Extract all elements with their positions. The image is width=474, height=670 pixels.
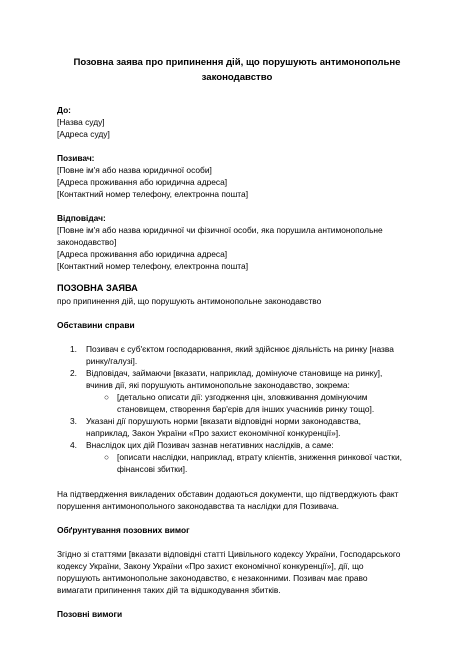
item-2-line-2: вчинив дії, які порушують антимонопольне законодавство, зокрема:	[86, 380, 350, 390]
plaintiff-contacts: [Контактний номер телефону, електронна пошта]	[57, 189, 249, 199]
justification-line-1: Згідно зі статтями [вказати відповідні статті Цивільного кодексу України, Господарського	[57, 549, 401, 559]
item-2-bullet-line-1: [детально описати дії: узгодження цін, зловживання домінуючим	[117, 392, 368, 402]
court-name: [Назва суду]	[57, 117, 105, 127]
title-line-2: законодавство	[201, 71, 273, 83]
item-1-line-1: Позивач є суб'єктом господарювання, який здійснює діяльність на ринку [назва	[86, 344, 394, 354]
attachments-line-1: На підтвердження викладених обставин додаються документи, що підтверджують факт	[57, 489, 399, 499]
defendant-name: [Повне ім'я або назва юридичної чи фізичної особи, яка порушила антимонопольне	[57, 225, 383, 235]
item-2-number: 2.	[70, 368, 77, 378]
item-1-number: 1.	[70, 344, 77, 354]
demands-heading: Позовні вимоги	[57, 609, 123, 619]
justification-line-3: порушують антимонопольне законодавство, є незаконними. Позивач має право	[57, 573, 368, 583]
document-title	[40, 56, 434, 85]
item-4-bullet-line-2: фінансові збитки].	[117, 464, 188, 474]
justification-line-2: кодексу України, Закону України «Про захист економічної конкуренції»], дії, що	[57, 561, 364, 571]
item-3-number: 3.	[70, 416, 77, 426]
circumstances-heading: Обставини справи	[57, 320, 135, 330]
item-3-line-1: Указані дії порушують норми [вказати відповідні норми законодавства,	[86, 416, 361, 426]
to-label: До:	[57, 105, 71, 115]
justification-heading: Обґрунтування позовних вимог	[57, 525, 190, 535]
item-2-bullet-line-2: становищем, створення бар'єрів для інших учасників ринку тощо].	[117, 404, 375, 414]
item-3-line-2: наприклад, Закон України «Про захист економічної конкуренції»].	[86, 428, 341, 438]
title-line-1: Позовна заява про припинення дій, що порушують антимонопольне	[73, 57, 401, 68]
claim-subtitle: про припинення дій, що порушують антимонопольне законодавство	[57, 296, 322, 306]
justification-line-4: вимагати припинення таких дій та відшкодування збитків.	[57, 585, 281, 595]
item-4-bullet-line-1: [описати наслідки, наприклад, втрату клієнтів, зниження ринкової частки,	[117, 452, 402, 462]
bullet-icon: ○	[104, 392, 110, 402]
claim-heading: ПОЗОВНА ЗАЯВА	[57, 283, 138, 293]
item-4-number: 4.	[70, 440, 77, 450]
item-1-line-2: ринку/галузі].	[86, 356, 138, 366]
plaintiff-address: [Адреса проживання або юридична адреса]	[57, 177, 228, 187]
defendant-contacts: [Контактний номер телефону, електронна пошта]	[57, 261, 249, 271]
court-address: [Адреса суду]	[57, 129, 110, 139]
plaintiff-name: [Повне ім'я або назва юридичної особи]	[57, 165, 212, 175]
item-2-line-1: Відповідач, займаючи [вказати, наприклад, домінуюче становище на ринку],	[86, 368, 383, 378]
plaintiff-label: Позивач:	[57, 153, 95, 163]
defendant-label: Відповідач:	[57, 213, 106, 223]
bullet-icon: ○	[104, 452, 110, 462]
defendant-name-cont: законодавство]	[57, 237, 117, 247]
item-4-line-1: Внаслідок цих дій Позивач зазнав негативних наслідків, а саме:	[86, 440, 334, 450]
defendant-address: [Адреса проживання або юридична адреса]	[57, 249, 228, 259]
attachments-line-2: порушення антимонопольного законодавства та наслідки для Позивача.	[57, 501, 340, 511]
